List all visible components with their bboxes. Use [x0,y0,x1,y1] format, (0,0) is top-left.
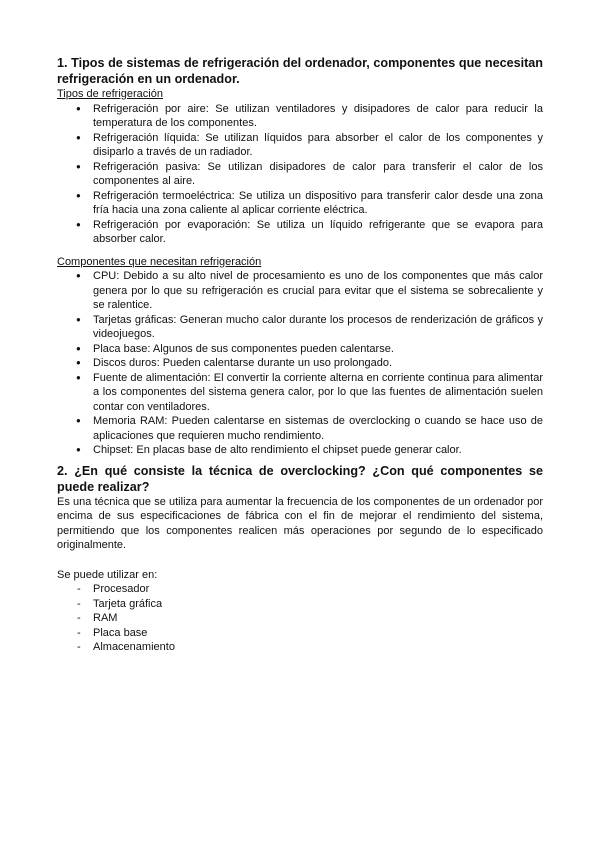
list-item: ● Chipset: En placas base de alto rendimiento el chipset puede generar calor. [57,443,543,458]
types-heading: Tipos de refrigeración [57,88,163,100]
overclocking-paragraph: Es una técnica que se utiliza para aumentar la frecuencia de los componentes de un ordenador por encima de sus especificaciones de fábrica con el fin de mejorar el rendimiento del sistema, permitiendo que los componentes realicen más operaciones por segundo de lo especificado originalmente. [57,495,543,551]
list-item: ● Fuente de alimentación: El convertir la corriente alterna en corriente continua para alimentar a los componentes del sistema genera calor, por lo que las fuentes de alimentación suelen contar con ventiladores. [57,371,543,415]
components-heading: Componentes que necesitan refrigeración [57,255,262,268]
section-2-title: 2. ¿En qué consiste la técnica de overclocking? ¿Con qué componentes se puede realizar? [57,463,543,494]
list-item: - RAM [57,611,543,626]
list-item: ● Refrigeración por evaporación: Se utiliza un líquido refrigerante que se evapora para absorber calor. [57,218,543,247]
list-item: - Almacenamiento [57,640,543,655]
list-intro: Se puede utilizar en: [57,568,158,581]
list-item: - Placa base [57,626,543,641]
list-item: ● Refrigeración por aire: Se utilizan ventiladores y disipadores de calor para reducir la temperatura de los componentes. [57,102,543,131]
document-page [57,55,543,655]
cooling-types-list [57,102,543,247]
overclock-components-list [57,582,543,655]
list-item: - Tarjeta gráfica [57,597,543,612]
list-item: ● Placa base: Algunos de sus componentes pueden calentarse. [57,342,543,357]
list-item: ● Discos duros: Pueden calentarse durante un uso prolongado. [57,356,543,371]
list-item: ● Tarjetas gráficas: Generan mucho calor durante los procesos de renderización de gráficos y videojuegos. [57,313,543,342]
section-1-title: 1. Tipos de sistemas de refrigeración del ordenador, componentes que necesitan refrigeración en un ordenador. [57,56,543,86]
components-list [57,269,543,458]
list-item: ● CPU: Debido a su alto nivel de procesamiento es uno de los componentes que más calor genera por lo que su refrigeración es crucial para evitar que el sistema se sobrecaliente y se ralentice. [57,269,543,313]
list-item: ● Refrigeración pasiva: Se utilizan disipadores de calor para transferir el calor de los componentes al aire. [57,160,543,189]
list-item: ● Refrigeración termoeléctrica: Se utiliza un dispositivo para transferir calor desde una zona fría hacia una zona caliente al aplicar corriente eléctrica. [57,189,543,218]
list-item: - Procesador [57,582,543,597]
list-item: ● Refrigeración líquida: Se utilizan líquidos para absorber el calor de los componentes y disiparlo a través de un radiador. [57,131,543,160]
list-item: ● Memoria RAM: Pueden calentarse en sistemas de overclocking o cuando se hace uso de aplicaciones que requieren mucho rendimiento. [57,414,543,443]
